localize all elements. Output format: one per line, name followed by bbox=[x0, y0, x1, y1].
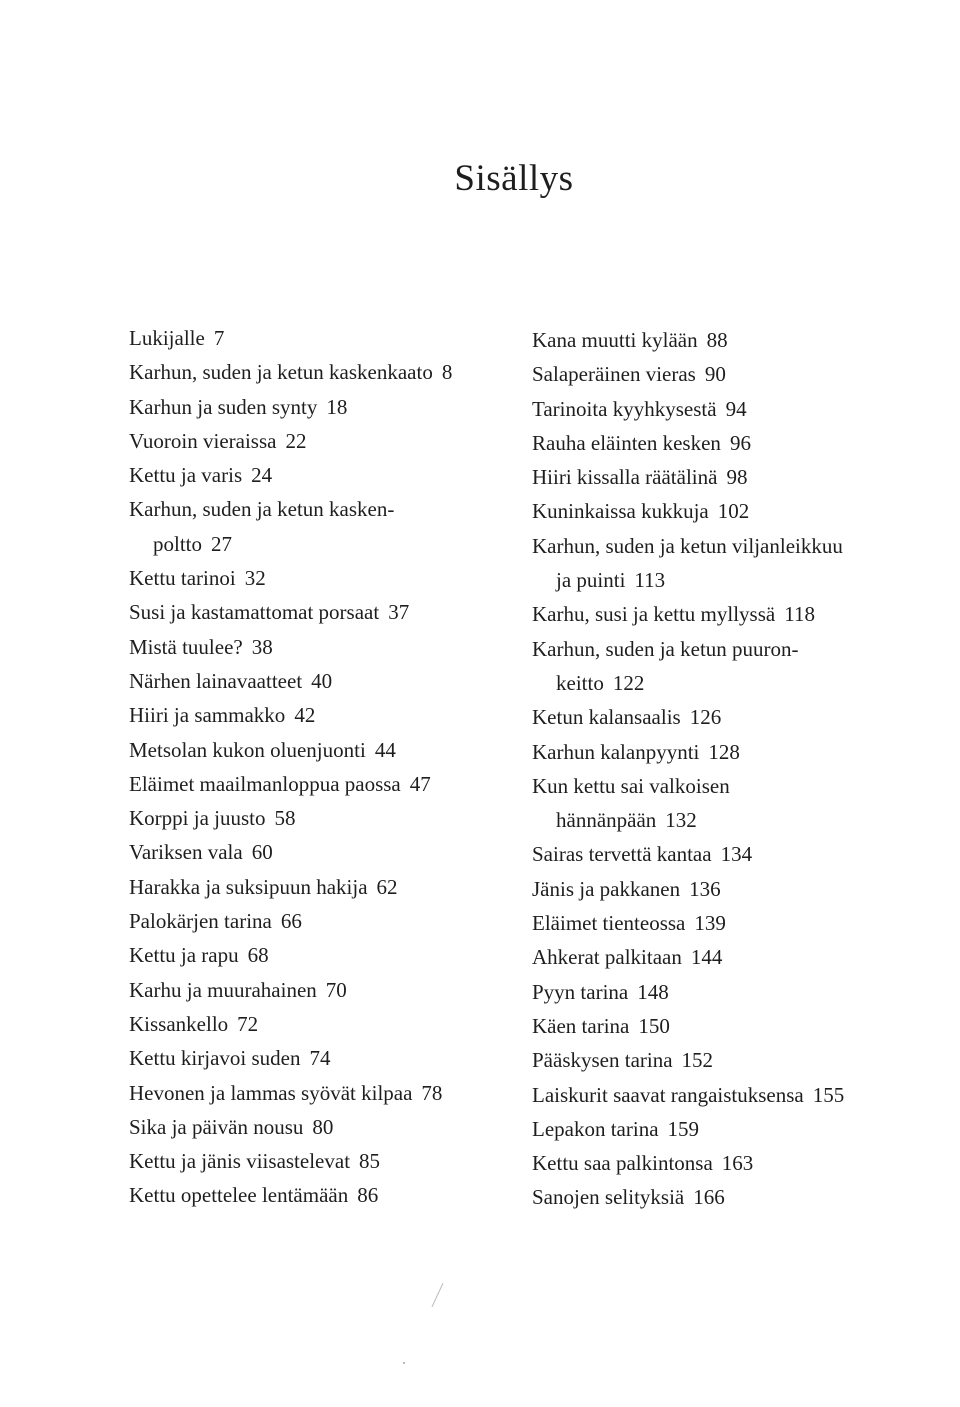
toc-entry-title: Karhun, suden ja ketun kaskenkaato bbox=[129, 360, 433, 385]
toc-entry-title: Tarinoita kyyhkysestä bbox=[532, 396, 717, 421]
toc-entry-title: Närhen lainavaatteet bbox=[129, 668, 303, 693]
toc-entry-page: 96 bbox=[729, 430, 751, 455]
toc-entry-page: 163 bbox=[721, 1151, 754, 1176]
toc-entry bbox=[532, 940, 942, 974]
toc-entry bbox=[129, 1178, 509, 1212]
toc-entry-page: 70 bbox=[325, 977, 347, 1002]
toc-entry bbox=[532, 666, 942, 700]
toc-entry bbox=[532, 1146, 942, 1180]
page-title: Sisällys bbox=[454, 158, 574, 199]
toc-entry bbox=[129, 630, 509, 664]
toc-entry-page: 88 bbox=[706, 328, 728, 352]
toc-entry-page: 166 bbox=[693, 1185, 725, 1210]
toc-entry bbox=[129, 835, 509, 869]
toc-entry bbox=[532, 632, 942, 666]
toc-entry-title: poltto bbox=[153, 531, 203, 556]
toc-entry bbox=[129, 938, 509, 972]
toc-entry-page: 126 bbox=[689, 705, 722, 730]
toc-entry bbox=[129, 355, 509, 389]
toc-entry-page: 60 bbox=[251, 840, 273, 865]
toc-entry-page: 136 bbox=[689, 876, 721, 901]
toc-entry-page: 24 bbox=[251, 463, 273, 488]
toc-entry bbox=[129, 527, 509, 561]
toc-entry-page: 72 bbox=[237, 1011, 259, 1036]
toc-entry-page: 90 bbox=[704, 362, 726, 387]
toc-entry-page: 113 bbox=[634, 568, 666, 593]
toc-entry bbox=[532, 426, 942, 460]
scan-speck bbox=[432, 1283, 444, 1307]
toc-entry-page: 94 bbox=[725, 396, 747, 421]
toc-entry-page: 27 bbox=[211, 531, 233, 556]
toc-entry bbox=[532, 872, 942, 906]
scan-speck bbox=[403, 1362, 405, 1364]
toc-entry-title: Kuninkaissa kukkuja bbox=[532, 499, 709, 524]
toc-entry-page: 38 bbox=[251, 634, 273, 659]
toc-entry bbox=[129, 767, 509, 801]
toc-entry-page: 18 bbox=[326, 394, 348, 419]
toc-entry-title: Lukijalle bbox=[129, 326, 205, 350]
toc-entry-title: Karhun, suden ja ketun kasken- bbox=[129, 497, 395, 522]
toc-entry bbox=[532, 392, 942, 426]
toc-entry-page: 132 bbox=[665, 808, 697, 833]
toc-entry-page: 32 bbox=[244, 566, 266, 591]
toc-entry bbox=[129, 698, 509, 732]
toc-entry-title: Kettu kirjavoi suden bbox=[129, 1046, 301, 1071]
toc-entry-title: Pääskysen tarina bbox=[532, 1048, 673, 1073]
toc-entry bbox=[532, 1180, 942, 1214]
toc-entry bbox=[129, 321, 509, 355]
toc-entry-page: 58 bbox=[274, 806, 296, 831]
toc-entry-title: Jänis ja pakkanen bbox=[532, 876, 681, 901]
toc-entry bbox=[532, 1009, 942, 1043]
toc-entry bbox=[129, 1007, 509, 1041]
toc-entry bbox=[532, 357, 942, 391]
toc-entry-page: 78 bbox=[421, 1080, 443, 1105]
toc-entry-title: Hiiri ja sammakko bbox=[129, 703, 286, 728]
toc-entry-title: Kettu saa palkintonsa bbox=[532, 1151, 713, 1176]
toc-entry-title: Kana muutti kylään bbox=[532, 328, 698, 352]
toc-entry bbox=[532, 529, 942, 563]
toc-entry bbox=[532, 769, 942, 803]
toc-entry-title: Lepakon tarina bbox=[532, 1116, 659, 1141]
toc-entry-title: Karhu ja muurahainen bbox=[129, 977, 317, 1002]
toc-entry bbox=[129, 904, 509, 938]
toc-entry bbox=[129, 870, 509, 904]
toc-entry-title: Palokärjen tarina bbox=[129, 909, 272, 934]
toc-entry-title: Käen tarina bbox=[532, 1013, 630, 1038]
toc-entry-page: 40 bbox=[311, 668, 333, 693]
toc-entry-title: Eläimet maailmanloppua paossa bbox=[129, 771, 401, 796]
toc-entry-title: Korppi ja juusto bbox=[129, 806, 266, 831]
toc-entry-page: 150 bbox=[638, 1013, 670, 1038]
toc-entry bbox=[532, 597, 942, 631]
toc-entry-title: Laiskurit saavat rangaistuksensa bbox=[532, 1082, 804, 1107]
toc-entry bbox=[129, 390, 509, 424]
toc-entry-page: 7 bbox=[213, 326, 225, 350]
toc-entry-page: 144 bbox=[690, 945, 723, 970]
toc-entry-title: Mistä tuulee? bbox=[129, 634, 243, 659]
toc-entry bbox=[532, 1112, 942, 1146]
toc-entry-page: 98 bbox=[726, 465, 748, 490]
toc-entry-page: 62 bbox=[376, 874, 398, 899]
toc-entry-page: 68 bbox=[247, 943, 269, 968]
toc-entry-title: Eläimet tienteossa bbox=[532, 911, 686, 936]
toc-entry-title: Ahkerat palkitaan bbox=[532, 945, 682, 970]
toc-entry-title: hännänpään bbox=[556, 808, 657, 833]
toc-entry-title: ja puinti bbox=[556, 568, 626, 593]
toc-entry bbox=[129, 561, 509, 595]
toc-entry-title: Kettu ja rapu bbox=[129, 943, 239, 968]
toc-entry-page: 148 bbox=[637, 979, 669, 1004]
toc-entry-page: 155 bbox=[812, 1082, 845, 1107]
toc-entry-page: 22 bbox=[285, 428, 307, 453]
toc-entry bbox=[129, 801, 509, 835]
toc-entry-title: Vuoroin vieraissa bbox=[129, 428, 277, 453]
toc-entry-title: Karhun, suden ja ketun viljanleikkuu bbox=[532, 533, 843, 558]
toc-entry-page: 134 bbox=[720, 842, 753, 867]
toc-entry-title: Sika ja päivän nousu bbox=[129, 1114, 304, 1139]
toc-entry-page: 47 bbox=[409, 771, 431, 796]
toc-entry-page: 128 bbox=[708, 739, 740, 764]
toc-entry-title: Hiiri kissalla räätälinä bbox=[532, 465, 718, 490]
toc-entry-title: Karhun ja suden synty bbox=[129, 394, 318, 419]
toc-entry-title: Metsolan kukon oluenjuonti bbox=[129, 737, 366, 762]
toc-entry bbox=[532, 494, 942, 528]
toc-entry-title: Salaperäinen vieras bbox=[532, 362, 696, 387]
toc-entry bbox=[129, 973, 509, 1007]
toc-entry bbox=[129, 1041, 509, 1075]
toc-entry-page: 152 bbox=[681, 1048, 714, 1073]
toc-entry bbox=[129, 1076, 509, 1110]
toc-entry bbox=[129, 424, 509, 458]
toc-entry bbox=[532, 323, 942, 357]
toc-entry-page: 74 bbox=[309, 1046, 331, 1071]
toc-entry-page: 37 bbox=[388, 600, 410, 625]
toc-entry bbox=[129, 492, 509, 526]
toc-entry-title: Kettu ja varis bbox=[129, 463, 243, 488]
toc-entry-title: Karhu, susi ja kettu myllyssä bbox=[532, 602, 776, 627]
toc-entry-title: Susi ja kastamattomat porsaat bbox=[129, 600, 380, 625]
toc-entry bbox=[532, 700, 942, 734]
toc-entry bbox=[129, 1144, 509, 1178]
toc-entry-title: Kun kettu sai valkoisen bbox=[532, 773, 730, 798]
toc-left-column bbox=[129, 321, 509, 1213]
toc-entry bbox=[129, 595, 509, 629]
toc-entry bbox=[532, 906, 942, 940]
toc-entry-title: Ketun kalansaalis bbox=[532, 705, 681, 730]
toc-entry-page: 42 bbox=[294, 703, 316, 728]
toc-entry bbox=[532, 1043, 942, 1077]
toc-entry bbox=[532, 460, 942, 494]
toc-entry-page: 86 bbox=[357, 1183, 379, 1208]
toc-entry-title: Kettu ja jänis viisastelevat bbox=[129, 1149, 351, 1174]
toc-entry-title: Rauha eläinten kesken bbox=[532, 430, 721, 455]
toc-entry-title: Karhun, suden ja ketun puuron- bbox=[532, 636, 799, 661]
toc-entry-title: Hevonen ja lammas syövät kilpaa bbox=[129, 1080, 413, 1105]
toc-entry-page: 139 bbox=[694, 911, 726, 936]
toc-entry bbox=[532, 735, 942, 769]
toc-entry bbox=[532, 837, 942, 871]
toc-entry bbox=[532, 563, 942, 597]
toc-entry bbox=[129, 1110, 509, 1144]
toc-entry-title: Kettu tarinoi bbox=[129, 566, 236, 591]
toc-entry bbox=[129, 458, 509, 492]
toc-entry-page: 118 bbox=[784, 602, 815, 627]
toc-entry-title: Sairas tervettä kantaa bbox=[532, 842, 712, 867]
toc-entry-title: Sanojen selityksiä bbox=[532, 1185, 685, 1210]
toc-entry-title: Harakka ja suksipuun hakija bbox=[129, 874, 368, 899]
toc-entry bbox=[129, 733, 509, 767]
toc-entry-page: 80 bbox=[312, 1114, 334, 1139]
toc-entry-title: Karhun kalanpyynti bbox=[532, 739, 700, 764]
toc-entry-title: Kissankello bbox=[129, 1011, 229, 1036]
toc-entry-title: keitto bbox=[556, 670, 604, 695]
toc-right-column bbox=[532, 323, 942, 1215]
toc-entry-page: 44 bbox=[374, 737, 396, 762]
toc-entry-page: 8 bbox=[441, 360, 453, 385]
toc-entry bbox=[129, 664, 509, 698]
toc-entry bbox=[532, 803, 942, 837]
toc-entry bbox=[532, 975, 942, 1009]
toc-entry-page: 85 bbox=[359, 1149, 381, 1174]
toc-entry-page: 159 bbox=[667, 1116, 700, 1141]
toc-entry-title: Variksen vala bbox=[129, 840, 243, 865]
toc-entry bbox=[532, 1078, 942, 1112]
toc-entry-page: 102 bbox=[717, 499, 750, 524]
toc-entry-page: 66 bbox=[280, 909, 302, 934]
toc-entry-title: Kettu opettelee lentämään bbox=[129, 1183, 349, 1208]
toc-entry-title: Pyyn tarina bbox=[532, 979, 629, 1004]
toc-entry-page: 122 bbox=[612, 670, 645, 695]
